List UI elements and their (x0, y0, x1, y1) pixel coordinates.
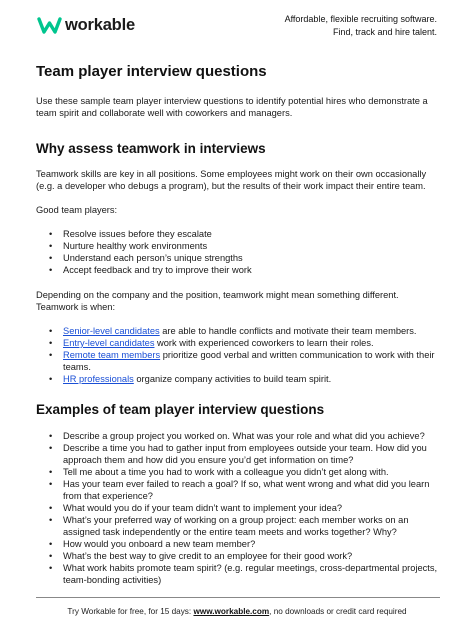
header-tagline (285, 13, 437, 39)
entry-level-candidates-link[interactable]: Entry-level candidates (63, 338, 155, 348)
list-item: • Understand each person’s unique strengths (36, 252, 440, 264)
page-footer (0, 606, 474, 617)
page-header (0, 0, 474, 48)
logo-text: workable (65, 16, 135, 35)
interview-questions-list (36, 430, 440, 586)
list-item (36, 349, 440, 373)
list-item-text: organize company activities to build team spirit. (133, 374, 332, 384)
footer-website-link[interactable]: www.workable.com (193, 607, 270, 616)
workable-w-icon (37, 15, 62, 36)
hr-professionals-link[interactable]: HR professionals (63, 374, 134, 384)
intro-paragraph: Use these sample team player interview questions to identify potential hires who demonstrate a team spirit and collaborate well with coworkers and managers. (36, 96, 428, 118)
question-item: • What’s the best way to give credit to an employee for their good work? (36, 550, 440, 562)
question-item: • How would you onboard a new team member? (36, 538, 440, 550)
good-team-players-list (36, 228, 440, 276)
remote-team-members-link[interactable]: Remote team members (63, 350, 161, 360)
tagline-line-2: Find, track and hire talent. (332, 27, 437, 37)
question-item: • What would you do if your team didn’t want to implement your idea? (36, 502, 440, 514)
teamwork-paragraph: Teamwork skills are key in all positions. Some employees might work on their own occasionally (e.g. a developer who debugs a program), but the results of their work impact their entire team. (36, 169, 427, 191)
good-team-players-label: Good team players: (36, 205, 118, 215)
section-heading-examples: Examples of team player interview questions (36, 402, 325, 417)
footer-divider (36, 597, 440, 598)
list-item-text: work with experienced coworkers to learn their roles. (154, 338, 374, 348)
list-item (36, 373, 440, 385)
question-item: • Describe a time you had to gather input from employees outside your team. How did you approach them and how did you ensure you’d get information on time? (36, 442, 440, 466)
teamwork-when-list (36, 325, 440, 385)
question-item: • Has your team ever failed to reach a goal? If so, what went wrong and what did you learn from that experience? (36, 478, 440, 502)
question-item: • Describe a group project you worked on. What was your role and what did you achieve? (36, 430, 440, 442)
list-item (36, 337, 440, 349)
list-item-text: are able to handle conflicts and motivate their team members. (159, 326, 417, 336)
depending-paragraph: Depending on the company and the position, teamwork might mean something different. Teamwork is when: (36, 290, 399, 312)
footer-prefix: Try Workable for free, for 15 days: (67, 607, 194, 616)
tagline-line-1: Affordable, flexible recruiting software. (284, 14, 437, 24)
question-item: • Tell me about a time you had to work with a colleague you didn’t get along with. (36, 466, 440, 478)
document-body (36, 58, 440, 586)
page-title: Team player interview questions (36, 63, 267, 80)
list-item (36, 325, 440, 337)
question-item: • What work habits promote team spirit? (e.g. regular meetings, cross-departmental projects, team-bonding activities) (36, 562, 440, 586)
footer-suffix: , no downloads or credit card required (269, 607, 407, 616)
list-item: • Resolve issues before they escalate (36, 228, 440, 240)
question-item: • What’s your preferred way of working on a group project: each member works on an assigned task independently or the entire team meets and works together? Why? (36, 514, 440, 538)
section-heading-why: Why assess teamwork in interviews (36, 141, 266, 156)
workable-logo[interactable] (37, 15, 135, 36)
list-item: • Nurture healthy work environments (36, 240, 440, 252)
list-item-text: prioritize good verbal and written communication to work with their teams. (63, 350, 435, 372)
list-item: • Accept feedback and try to improve their work (36, 264, 440, 276)
senior-level-candidates-link[interactable]: Senior-level candidates (63, 326, 160, 336)
